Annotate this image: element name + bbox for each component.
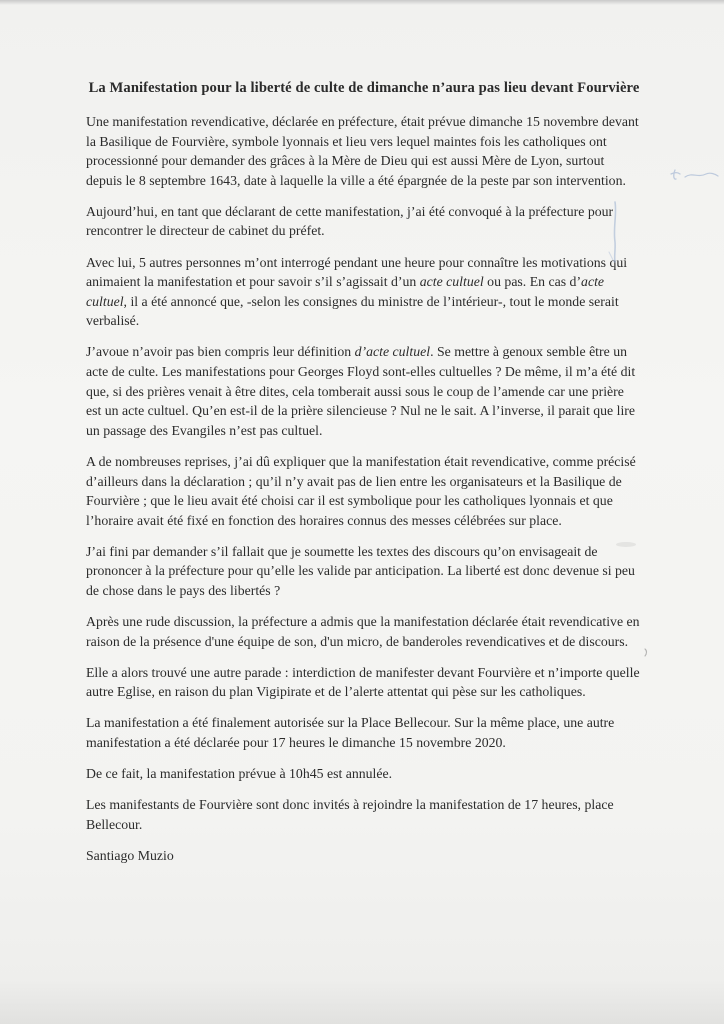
- text-run: Les manifestants de Fourvière sont donc invités à rejoindre la manifestation de 17 heures, place Bellecour.: [86, 797, 614, 832]
- paragraph-2: [86, 202, 642, 241]
- paragraph-4: [86, 342, 642, 440]
- paragraph-7: [86, 612, 642, 651]
- text-run: De ce fait, la manifestation prévue à 10h45 est annulée.: [86, 766, 393, 782]
- italic-run: acte cultuel: [86, 274, 605, 309]
- pen-mark-squiggle: [668, 166, 720, 190]
- text-run: ou pas. En cas d’: [483, 274, 582, 290]
- text-run: J’avoue n’avoir pas bien compris leur définition: [86, 344, 355, 360]
- paragraphs: [86, 112, 642, 834]
- italic-run: d’acte cultuel: [354, 344, 431, 360]
- paragraph-1: [86, 112, 642, 190]
- document-body: [86, 78, 642, 866]
- paragraph-6: [86, 542, 642, 601]
- text-run: Après une rude discussion, la préfecture a admis que la manifestation déclarée était revendicative en raison de la présence d'une équipe de son, d'un micro, de banderoles revendicatives et de discours.: [86, 614, 640, 649]
- text-run: Avec lui, 5 autres personnes m’ont interrogé pendant une heure pour connaître les motivations qui animaient la manifestation et pour savoir s’il s’agissait d’un: [86, 254, 628, 290]
- scanner-shadow-bottom: [0, 978, 724, 1024]
- text-run: , il a été annoncé que, -selon les consignes du ministre de l’intérieur-, tout le monde serait verbalisé.: [86, 293, 619, 329]
- signature: Santiago Muzio: [86, 847, 174, 863]
- paragraph-3: [86, 253, 642, 331]
- ink-speck: [643, 648, 649, 657]
- text-run: Aujourd’hui, en tant que déclarant de cette manifestation, j’ai été convoqué à la préfecture pour rencontrer le directeur de cabinet du préfet.: [86, 203, 614, 239]
- scan-smudge: [616, 542, 636, 547]
- paragraph-8: [86, 663, 642, 702]
- text-run: Elle a alors trouvé une autre parade : interdiction de manifester devant Fourvière et n’importe quelle autre Eglise, en raison du plan Vigipirate et de l’alerte attentat qui pèse sur les catholiques.: [86, 664, 640, 700]
- text-run: La manifestation a été finalement autorisée sur la Place Bellecour. Sur la même place, une autre manifestation a été déclarée pour 17 heures le dimanche 15 novembre 2020.: [86, 715, 615, 751]
- document-title: La Manifestation pour la liberté de culte de dimanche n’aura pas lieu devant Fourvière: [88, 80, 640, 96]
- paragraph-5: [86, 452, 642, 530]
- text-run: J’ai fini par demander s’il fallait que je soumette les textes des discours qu’on envisageait de prononcer à la préfecture pour qu’elle les valide par anticipation. La liberté est donc devenue si peu de chose dans le pays des libertés ?: [86, 543, 635, 598]
- text-run: . Se mettre à genoux semble être un acte de culte. Les manifestations pour Georges Floyd sont-elles cultuelles ? De même, il m’a été dit que, si des prières venait à être dites, cela tomberait aussi sous le coup de l’amende car une prière est un acte cultuel. Qu’en est-il de la prière silencieuse ? Nul ne le sait. A l’inverse, il parait que lire un passage des Evangiles n’est pas cultuel.: [86, 344, 636, 438]
- paragraph-11: [86, 795, 642, 834]
- text-run: Une manifestation revendicative, déclarée en préfecture, était prévue dimanche 15 novembre devant la Basilique de Fourvière, symbole lyonnais et lieu vers lequel maintes fois les catholiques ont processionné pour demander des grâces à la Mère de Dieu qui est aussi Mère de Lyon, surtout depuis le 8 septembre 1643, date à laquelle la ville a été épargnée de la peste par son intervention.: [86, 114, 639, 188]
- scanner-edge-shadow-top: [0, 0, 724, 5]
- paragraph-10: [86, 764, 642, 784]
- text-run: A de nombreuses reprises, j’ai dû expliquer que la manifestation était revendicative, comme précisé d’ailleurs dans la déclaration ; qu’il n’y avait pas de lien entre les organisateurs et la Basilique de Fourvière ; que le lieu avait été choisi car il est symbolique pour les catholiques lyonnais et que l’horaire avait été fixé en fonction des horaires connus des messes célébrées sur place.: [86, 453, 636, 528]
- paragraph-9: [86, 713, 642, 752]
- italic-run: acte cultuel: [419, 274, 484, 290]
